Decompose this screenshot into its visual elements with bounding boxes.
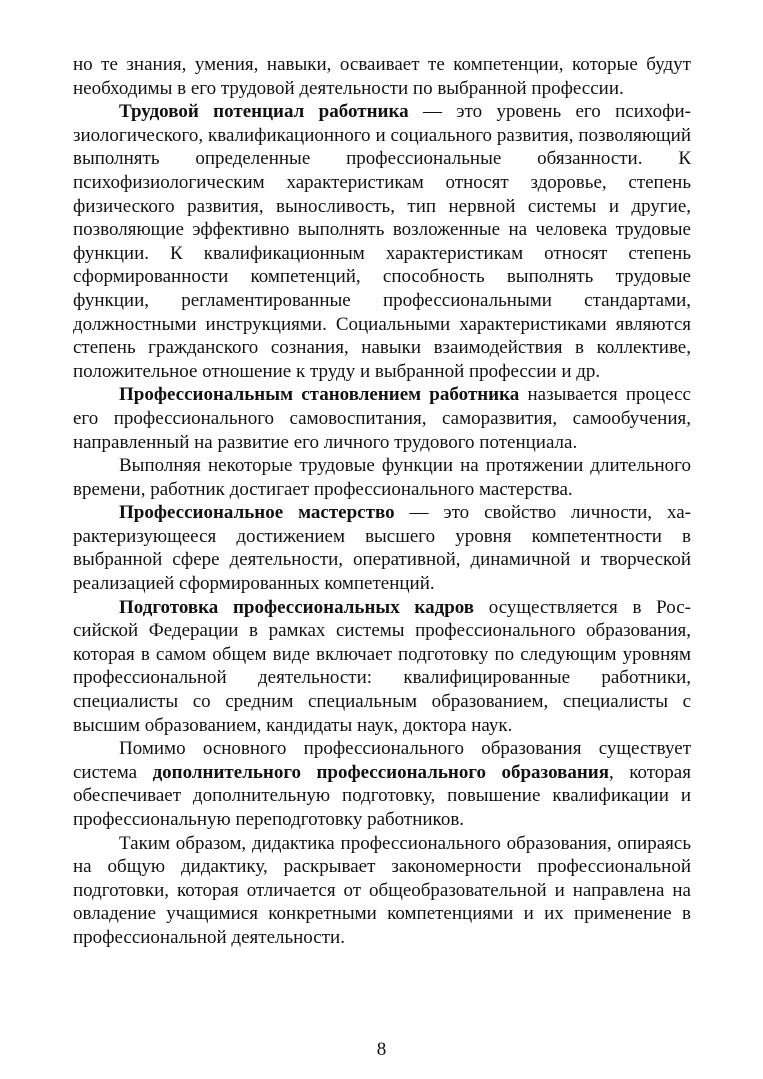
paragraph-professional-mastery [73,501,691,595]
paragraph-text: — это уровень его психофизиологического, квалификационного и социального развития, позволяющий выполнять определенные профессиональные обязанности. К психофизиологическим характеристикам относят здоровье, степень физического развития, выносливость, тип нервной системы и другие, позволяющие эффективно выполнять возложенные на человека трудовые функции. К квалификационным характеристикам относят степень сформированности компетенций, способность выполнять трудовые функции, регламентированные профессиональными стандартами, должностными инструкциями. Социальными характеристиками являются степень гражданского сознания, навыки взаимодействия в коллективе, положительное отношение к труду и выбранной профессии и др. [73,101,691,382]
term-professional-mastery: Профессиональное мастерство [119,502,395,524]
paragraph-text: — это свойство личности, характеризующееся достижением высшего уровня компетентности в выбранной сфере деятельности, оперативной, динамичной и творческой реализацией сформированных компетенций. [73,502,691,595]
paragraph-professional-formation [73,383,691,454]
paragraph-intro [73,53,691,100]
paragraph-text: называется процесс его профессионального самовоспитания, саморазвития, самообучения, направленный на развитие его личного трудового потенциала. [73,384,691,453]
paragraph-text: но те знания, умения, навыки, осваивает те компетенции, которые будут необходимы в его трудовой деятельности по выбранной профессии. [73,54,691,99]
page-number: 8 [376,1039,387,1060]
paragraph-personnel-training [73,596,691,738]
paragraph-labor-potential [73,100,691,383]
paragraph-additional-education [73,737,691,831]
term-professional-formation: Профессиональным становлением работника [119,384,520,406]
term-additional-education: дополнительного профессионального образования [152,761,610,783]
paragraph-text: , которая обеспечивает дополнительную подготовку, повышение квалификации и профессиональную переподготовку работников. [73,761,691,830]
paragraph-long-practice [73,454,691,501]
term-labor-potential: Трудовой потенциал работника [119,101,409,123]
paragraph-text: Таким образом, дидактика профессионального образования, опираясь на общую дидактику, раскрывает закономерности профессиональной подготовки, которая отличается от общеобразовательной и направлена на овладение учащимися конкретными компетенциями и их применение в профессиональной деятельности. [73,832,691,948]
paragraph-text: Помимо основного профессионального образования существует система [73,738,691,783]
paragraph-conclusion [73,832,691,950]
document-body [73,53,691,950]
paragraph-text: осуществляется в Российской Федерации в рамках системы профессионального образования, которая в самом общем виде включает подготовку по следующим уровням профессиональной деятельности: квалифицированные работники, специалисты со средним специальным образованием, специалисты с высшим образованием, кандидаты наук, доктора наук. [73,596,691,736]
term-personnel-training: Подготовка профессиональных кадров [119,596,475,618]
paragraph-text: Выполняя некоторые трудовые функции на протяжении длительного времени, работник достигает профессионального мастерства. [73,455,691,500]
